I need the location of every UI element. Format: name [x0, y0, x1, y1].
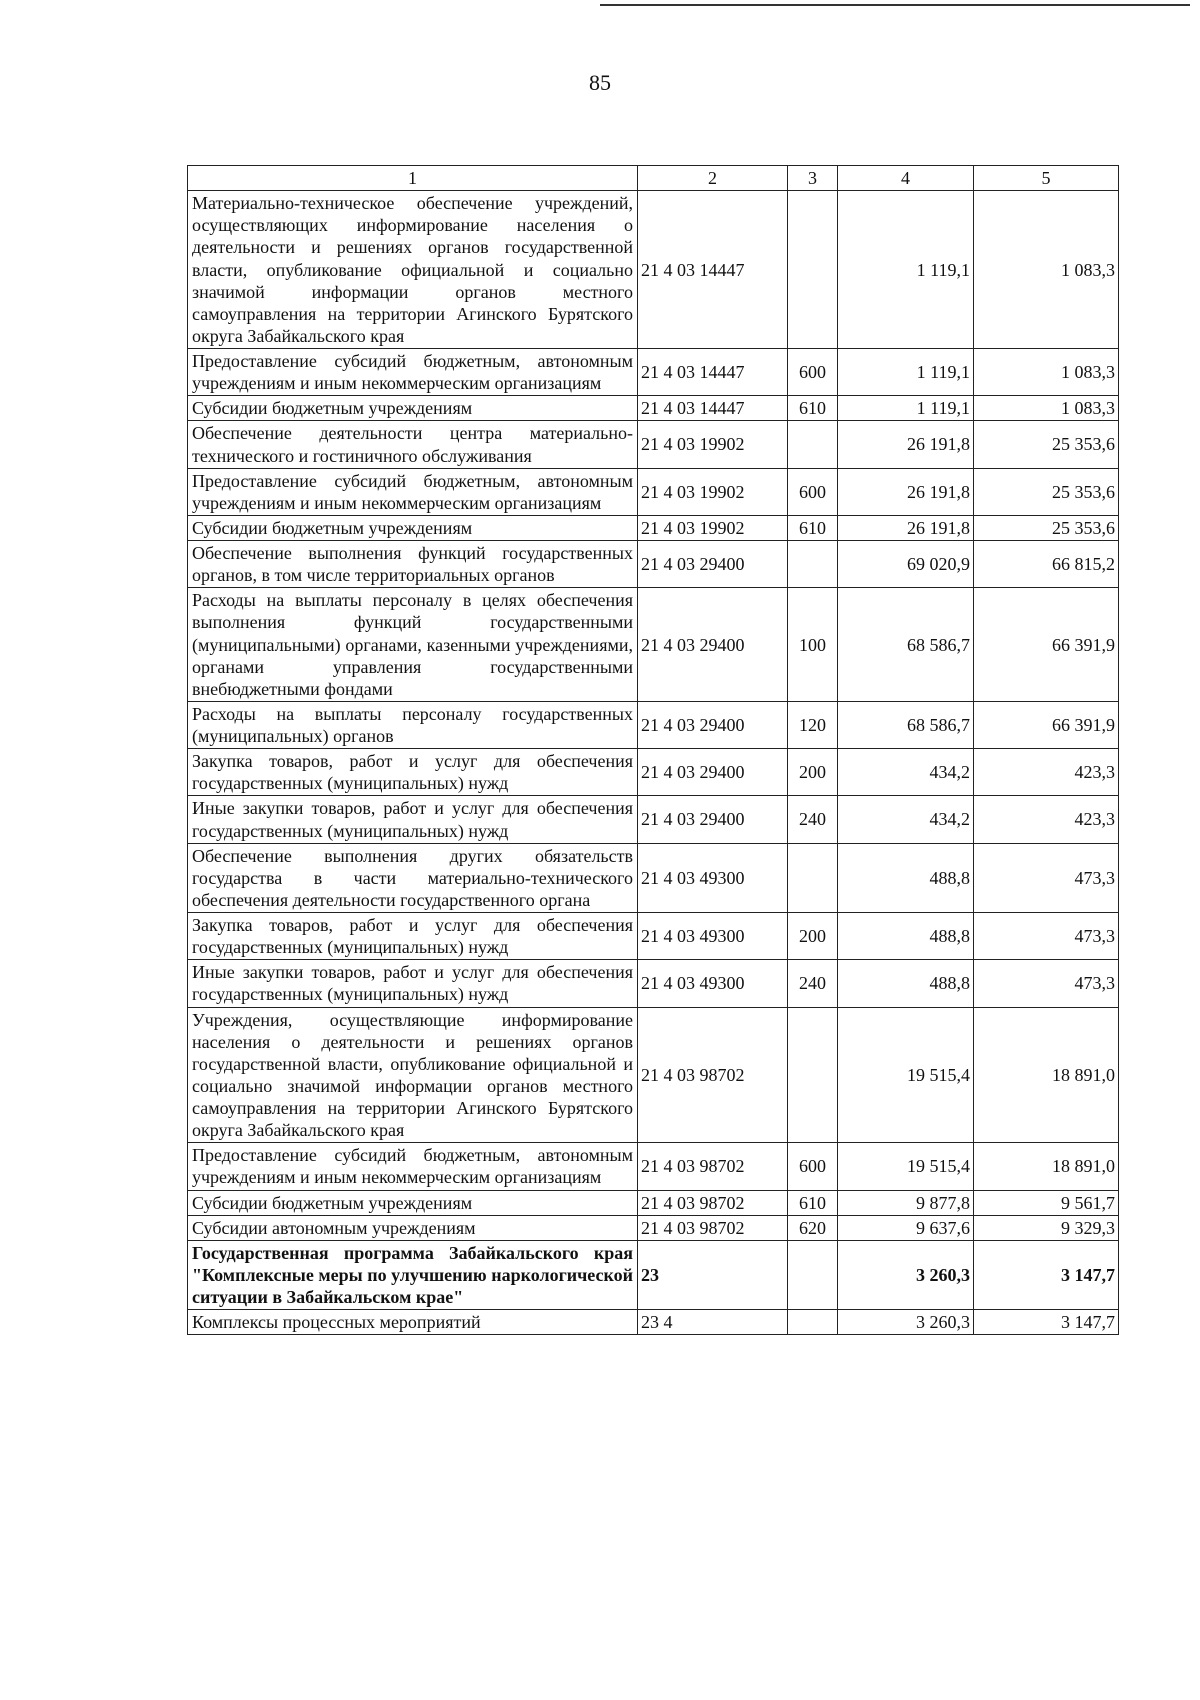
- row-amount-1: 488,8: [838, 843, 974, 912]
- row-amount-1: 488,8: [838, 960, 974, 1007]
- row-code: 21 4 03 49300: [638, 843, 788, 912]
- row-amount-2: 25 353,6: [974, 421, 1119, 468]
- row-code: 21 4 03 98702: [638, 1007, 788, 1143]
- row-amount-2: 3 147,7: [974, 1240, 1119, 1309]
- row-expense-type: 600: [788, 468, 838, 515]
- table-row: [188, 421, 1119, 468]
- header-col-5: 5: [974, 166, 1119, 191]
- header-col-4: 4: [838, 166, 974, 191]
- row-code: 21 4 03 14447: [638, 349, 788, 396]
- row-amount-2: 1 083,3: [974, 396, 1119, 421]
- row-expense-type: 240: [788, 796, 838, 843]
- row-amount-2: 1 083,3: [974, 191, 1119, 349]
- row-amount-2: 473,3: [974, 913, 1119, 960]
- table-row: [188, 1215, 1119, 1240]
- header-col-1: 1: [188, 166, 638, 191]
- row-expense-type: [788, 1007, 838, 1143]
- row-code: 21 4 03 14447: [638, 191, 788, 349]
- table-row: [188, 796, 1119, 843]
- row-amount-1: 68 586,7: [838, 588, 974, 702]
- table-row: [188, 588, 1119, 702]
- row-name: Расходы на выплаты персоналу государственных (муниципальных) органов: [188, 701, 638, 748]
- row-amount-2: 25 353,6: [974, 468, 1119, 515]
- row-expense-type: 610: [788, 515, 838, 540]
- row-expense-type: [788, 1310, 838, 1335]
- table-row: [188, 541, 1119, 588]
- row-amount-2: 423,3: [974, 749, 1119, 796]
- row-expense-type: [788, 421, 838, 468]
- header-col-2: 2: [638, 166, 788, 191]
- row-name: Закупка товаров, работ и услуг для обеспечения государственных (муниципальных) нужд: [188, 749, 638, 796]
- row-amount-2: 18 891,0: [974, 1007, 1119, 1143]
- row-expense-type: 620: [788, 1215, 838, 1240]
- row-expense-type: [788, 1240, 838, 1309]
- row-name: Иные закупки товаров, работ и услуг для обеспечения государственных (муниципальных) нужд: [188, 796, 638, 843]
- row-name: Расходы на выплаты персоналу в целях обеспечения выполнения функций государственными (муниципальными) органами, казенными учреждениями, органами управления государственными внебюджетными фондами: [188, 588, 638, 702]
- row-amount-1: 19 515,4: [838, 1143, 974, 1190]
- row-amount-1: 488,8: [838, 913, 974, 960]
- row-name: Субсидии автономным учреждениям: [188, 1215, 638, 1240]
- row-code: 21 4 03 29400: [638, 701, 788, 748]
- row-code: 21 4 03 98702: [638, 1143, 788, 1190]
- row-amount-1: 19 515,4: [838, 1007, 974, 1143]
- row-code: 21 4 03 98702: [638, 1190, 788, 1215]
- row-name: Субсидии бюджетным учреждениям: [188, 1190, 638, 1215]
- row-name: Материально-техническое обеспечение учреждений, осуществляющих информирование населения о деятельности и решениях органов государственной власти, опубликование официальной и социально значимой информации органов местного самоуправления на территории Агинского Бурятского округа Забайкальского края: [188, 191, 638, 349]
- row-amount-2: 66 815,2: [974, 541, 1119, 588]
- row-name: Закупка товаров, работ и услуг для обеспечения государственных (муниципальных) нужд: [188, 913, 638, 960]
- row-code: 21 4 03 19902: [638, 515, 788, 540]
- header-col-3: 3: [788, 166, 838, 191]
- table-row: [188, 1007, 1119, 1143]
- row-amount-2: 66 391,9: [974, 701, 1119, 748]
- row-name: Комплексы процессных мероприятий: [188, 1310, 638, 1335]
- row-amount-1: 68 586,7: [838, 701, 974, 748]
- row-name: Учреждения, осуществляющие информирование населения о деятельности и решениях органов государственной власти, опубликование официальной и социально значимой информации органов местного самоуправления на территории Агинского Бурятского округа Забайкальского края: [188, 1007, 638, 1143]
- row-amount-1: 69 020,9: [838, 541, 974, 588]
- row-expense-type: [788, 541, 838, 588]
- row-name: Субсидии бюджетным учреждениям: [188, 396, 638, 421]
- row-code: 21 4 03 49300: [638, 960, 788, 1007]
- row-name: Предоставление субсидий бюджетным, автономным учреждениям и иным некоммерческим организациям: [188, 468, 638, 515]
- row-amount-1: 3 260,3: [838, 1240, 974, 1309]
- table-row: [188, 191, 1119, 349]
- row-amount-2: 1 083,3: [974, 349, 1119, 396]
- row-amount-1: 1 119,1: [838, 191, 974, 349]
- table-row: [188, 913, 1119, 960]
- row-name: Иные закупки товаров, работ и услуг для обеспечения государственных (муниципальных) нужд: [188, 960, 638, 1007]
- row-amount-2: 423,3: [974, 796, 1119, 843]
- row-amount-2: 18 891,0: [974, 1143, 1119, 1190]
- row-amount-1: 26 191,8: [838, 468, 974, 515]
- row-code: 21 4 03 19902: [638, 468, 788, 515]
- page-number: 85: [589, 70, 611, 95]
- row-amount-1: 26 191,8: [838, 421, 974, 468]
- row-amount-2: 9 329,3: [974, 1215, 1119, 1240]
- table-row: [188, 1310, 1119, 1335]
- table-row: [188, 701, 1119, 748]
- row-code: 21 4 03 29400: [638, 796, 788, 843]
- table-row: [188, 1240, 1119, 1309]
- row-expense-type: 200: [788, 913, 838, 960]
- row-amount-2: 66 391,9: [974, 588, 1119, 702]
- row-code: 21 4 03 29400: [638, 541, 788, 588]
- row-amount-2: 473,3: [974, 843, 1119, 912]
- row-amount-1: 1 119,1: [838, 396, 974, 421]
- table-row: [188, 468, 1119, 515]
- row-amount-2: 3 147,7: [974, 1310, 1119, 1335]
- table-row: [188, 349, 1119, 396]
- row-expense-type: [788, 191, 838, 349]
- row-amount-1: 26 191,8: [838, 515, 974, 540]
- row-amount-1: 434,2: [838, 796, 974, 843]
- row-code: 21 4 03 29400: [638, 588, 788, 702]
- row-expense-type: 100: [788, 588, 838, 702]
- table-row: [188, 515, 1119, 540]
- row-expense-type: 600: [788, 1143, 838, 1190]
- row-code: 21 4 03 29400: [638, 749, 788, 796]
- row-code: 21 4 03 98702: [638, 1215, 788, 1240]
- row-name: Предоставление субсидий бюджетным, автономным учреждениям и иным некоммерческим организациям: [188, 349, 638, 396]
- row-amount-1: 9 637,6: [838, 1215, 974, 1240]
- row-amount-2: 9 561,7: [974, 1190, 1119, 1215]
- row-name: Предоставление субсидий бюджетным, автономным учреждениям и иным некоммерческим организациям: [188, 1143, 638, 1190]
- row-name: Субсидии бюджетным учреждениям: [188, 515, 638, 540]
- row-expense-type: 200: [788, 749, 838, 796]
- row-name: Обеспечение выполнения функций государственных органов, в том числе территориальных органов: [188, 541, 638, 588]
- row-amount-1: 3 260,3: [838, 1310, 974, 1335]
- row-amount-1: 434,2: [838, 749, 974, 796]
- row-code: 23: [638, 1240, 788, 1309]
- row-code: 23 4: [638, 1310, 788, 1335]
- row-amount-1: 9 877,8: [838, 1190, 974, 1215]
- row-expense-type: 610: [788, 396, 838, 421]
- table-row: [188, 1190, 1119, 1215]
- table-row: [188, 843, 1119, 912]
- table-row: [188, 960, 1119, 1007]
- top-border-line: [600, 4, 1190, 6]
- row-name: Обеспечение деятельности центра материально-технического и гостиничного обслуживания: [188, 421, 638, 468]
- row-code: 21 4 03 14447: [638, 396, 788, 421]
- row-expense-type: [788, 843, 838, 912]
- row-expense-type: 610: [788, 1190, 838, 1215]
- row-amount-2: 25 353,6: [974, 515, 1119, 540]
- row-expense-type: 600: [788, 349, 838, 396]
- table-row: [188, 1143, 1119, 1190]
- row-name: Обеспечение выполнения других обязательств государства в части материально-технического обеспечения деятельности государственного органа: [188, 843, 638, 912]
- budget-table: [187, 165, 1119, 1335]
- row-code: 21 4 03 49300: [638, 913, 788, 960]
- table-row: [188, 396, 1119, 421]
- table-header-row: [188, 166, 1119, 191]
- row-expense-type: 240: [788, 960, 838, 1007]
- row-amount-2: 473,3: [974, 960, 1119, 1007]
- row-code: 21 4 03 19902: [638, 421, 788, 468]
- row-expense-type: 120: [788, 701, 838, 748]
- row-name: Государственная программа Забайкальского края "Комплексные меры по улучшению наркологической ситуации в Забайкальском крае": [188, 1240, 638, 1309]
- table-row: [188, 749, 1119, 796]
- row-amount-1: 1 119,1: [838, 349, 974, 396]
